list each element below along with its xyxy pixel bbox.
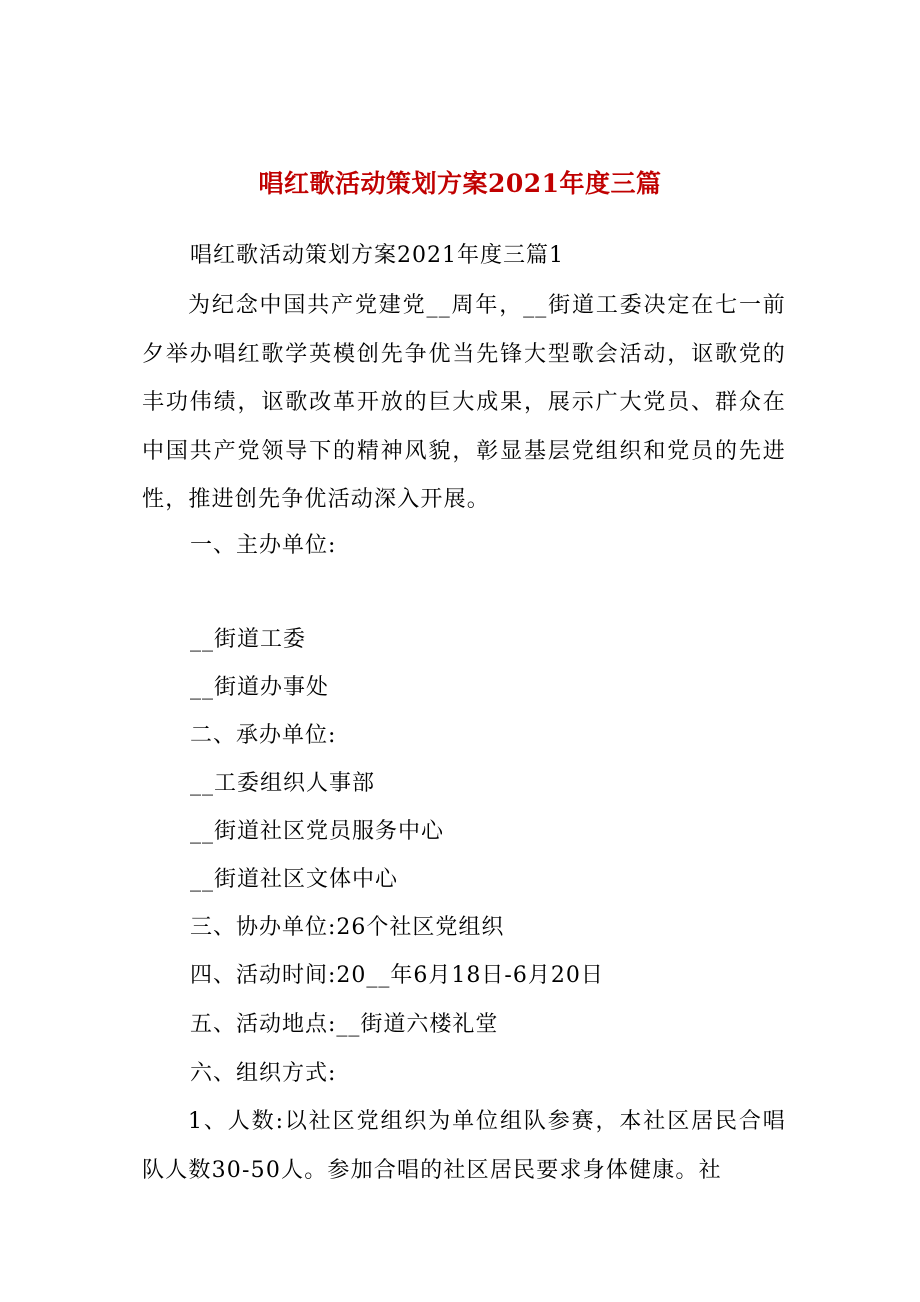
organizer-item: __工委组织人事部 [190,771,376,796]
organizer-item: __街道社区文体中心 [190,867,399,892]
method-paragraph: 1、人数:以社区党组织为单位组队参赛，本社区居民合唱队人数30-50人。参加合唱的社区居民要求身体健康。社 [142,1109,786,1183]
method-heading: 六、组织方式: [190,1061,337,1086]
host-item: __街道办事处 [190,675,330,700]
intro-paragraph: 为纪念中国共产党建党__周年，__街道工委决定在七一前夕举办唱红歌学英模创先争优当先锋大型歌会活动，讴歌党的丰功伟绩，讴歌改革开放的巨大成果，展示广大党员、群众在中国共产党领导下的精神风貌，彰显基层党组织和党员的先进性，推进创先争优活动深入开展。 [142,293,786,512]
document-subtitle: 唱红歌活动策划方案2021年度三篇1 [190,243,564,268]
host-item: __街道工委 [190,627,307,652]
document-title: 唱红歌活动策划方案2021年度三篇 [258,169,662,198]
organizer-heading: 二、承办单位: [190,723,337,748]
event-venue-line: 五、活动地点:__街道六楼礼堂 [190,1012,499,1037]
host-heading: 一、主办单位: [190,533,337,558]
event-time-line: 四、活动时间:20__年6月18日-6月20日 [190,963,604,988]
organizer-item: __街道社区党员服务中心 [190,819,445,844]
co-organizer-line: 三、协办单位:26个社区党组织 [190,915,505,940]
